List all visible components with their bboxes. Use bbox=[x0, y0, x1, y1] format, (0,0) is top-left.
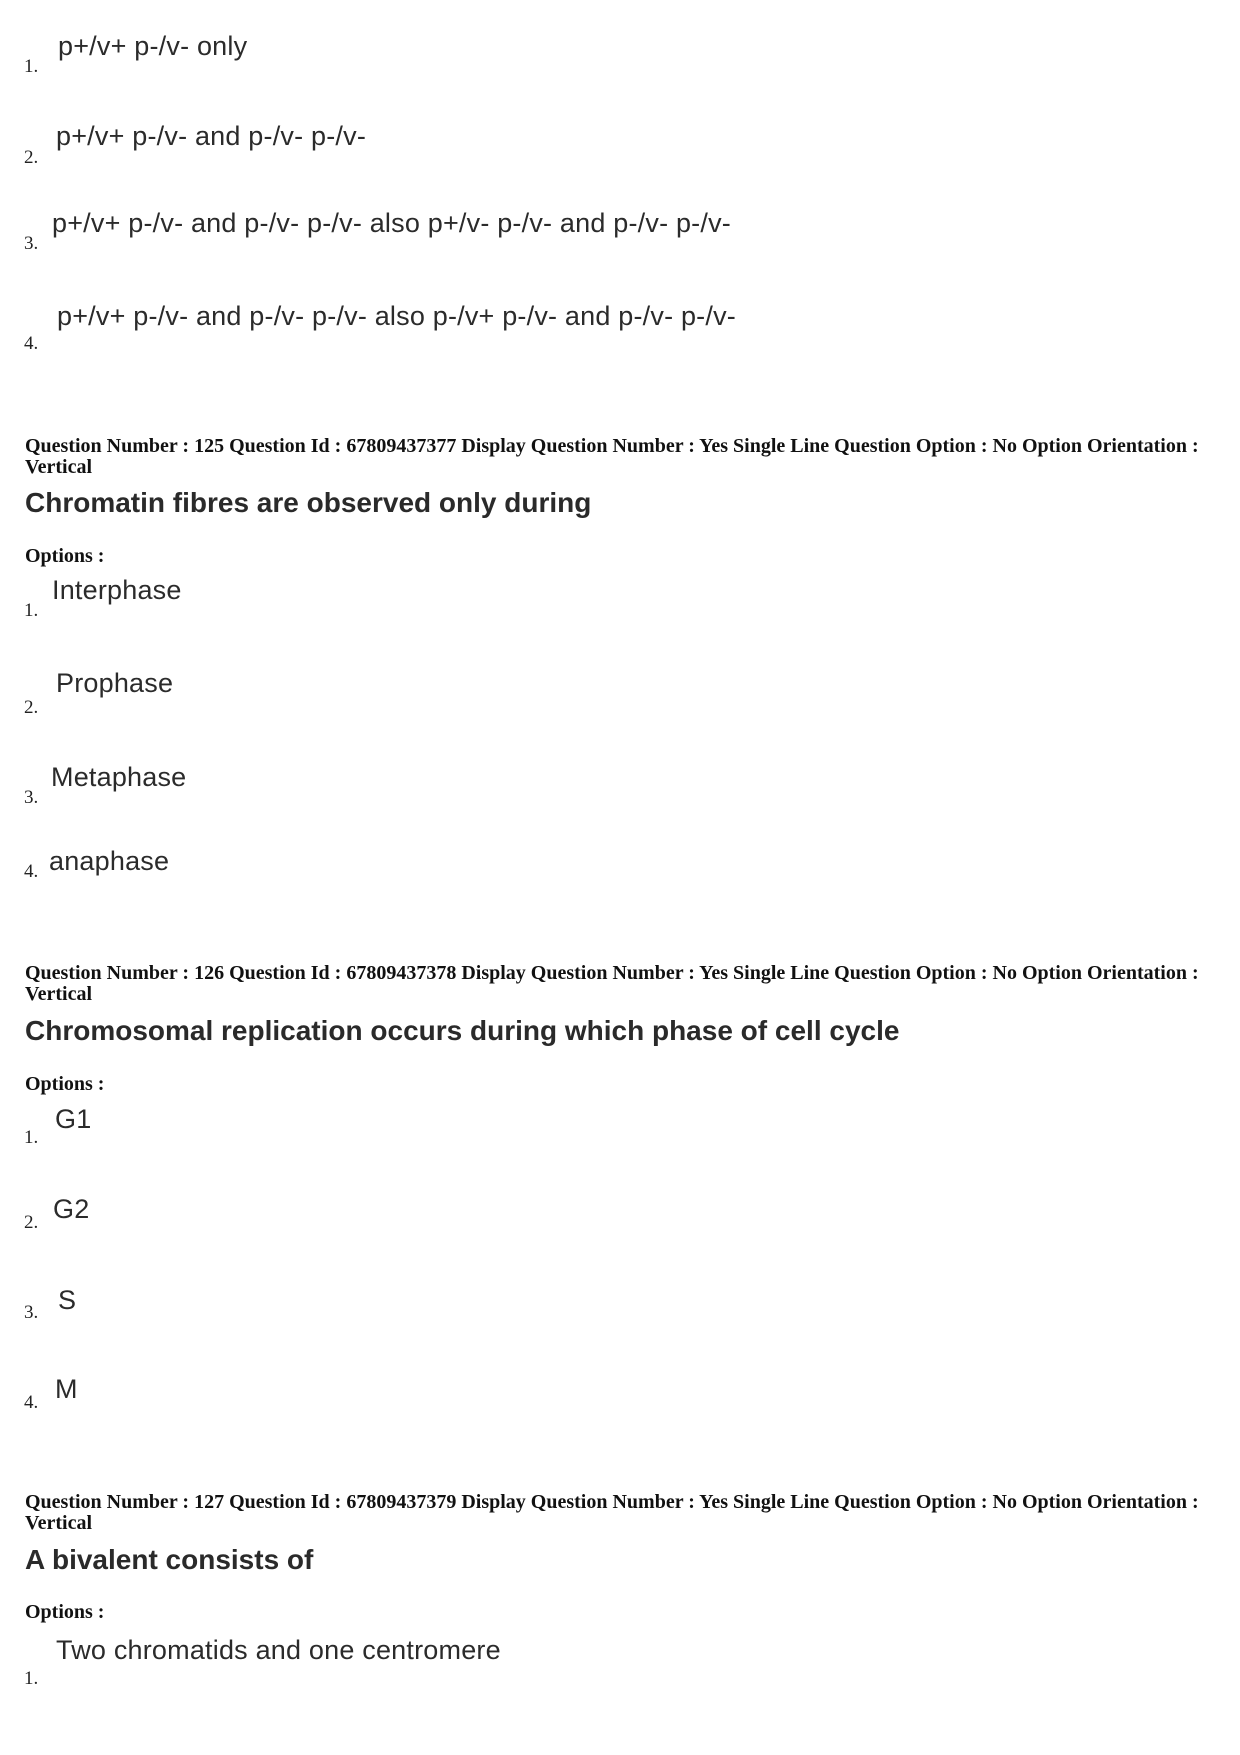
question-meta: Question Number : 125 Question Id : 67809437377 Display Question Number : Yes Single Line Question Option : No Option Orientation : Vertical bbox=[25, 435, 1199, 478]
option-text: anaphase bbox=[49, 846, 170, 876]
option-text: p+/v+ p-/v- and p-/v- p-/v- also p-/v+ p-/v- and p-/v- p-/v- bbox=[57, 301, 736, 331]
question-meta: Question Number : 127 Question Id : 67809437379 Display Question Number : Yes Single Line Question Option : No Option Orientation : Vertical bbox=[25, 1491, 1199, 1534]
option-number: 2. bbox=[24, 147, 39, 168]
option-number: 3. bbox=[24, 233, 39, 254]
options-label: Options : bbox=[25, 1601, 105, 1623]
option-text: p+/v+ p-/v- and p-/v- p-/v- bbox=[56, 121, 367, 151]
option-text: p+/v+ p-/v- and p-/v- p-/v- also p+/v- p-/v- and p-/v- p-/v- bbox=[52, 208, 731, 238]
option-text: S bbox=[58, 1285, 77, 1315]
option-number: 1. bbox=[24, 56, 39, 77]
option-number: 1. bbox=[24, 1668, 39, 1689]
option-number: 4. bbox=[24, 861, 39, 882]
options-label: Options : bbox=[25, 545, 105, 567]
question-text: A bivalent consists of bbox=[25, 1544, 314, 1575]
option-number: 2. bbox=[24, 697, 39, 718]
question-text: Chromosomal replication occurs during which phase of cell cycle bbox=[25, 1015, 900, 1046]
option-text: M bbox=[55, 1374, 78, 1404]
option-number: 4. bbox=[24, 333, 39, 354]
option-text: Interphase bbox=[52, 575, 182, 605]
question-text: Chromatin fibres are observed only during bbox=[25, 487, 592, 518]
option-number: 4. bbox=[24, 1392, 39, 1413]
option-text: G2 bbox=[53, 1194, 90, 1224]
option-text: p+/v+ p-/v- only bbox=[58, 31, 248, 61]
option-text: Two chromatids and one centromere bbox=[56, 1635, 501, 1665]
option-number: 1. bbox=[24, 600, 39, 621]
question-meta: Question Number : 126 Question Id : 67809437378 Display Question Number : Yes Single Line Question Option : No Option Orientation : Vertical bbox=[25, 962, 1199, 1005]
option-text: Metaphase bbox=[51, 762, 187, 792]
option-text: Prophase bbox=[56, 668, 174, 698]
option-number: 3. bbox=[24, 1302, 39, 1323]
option-number: 1. bbox=[24, 1127, 39, 1148]
option-number: 2. bbox=[24, 1212, 39, 1233]
options-label: Options : bbox=[25, 1073, 105, 1095]
option-number: 3. bbox=[24, 787, 39, 808]
option-text: G1 bbox=[55, 1104, 92, 1134]
